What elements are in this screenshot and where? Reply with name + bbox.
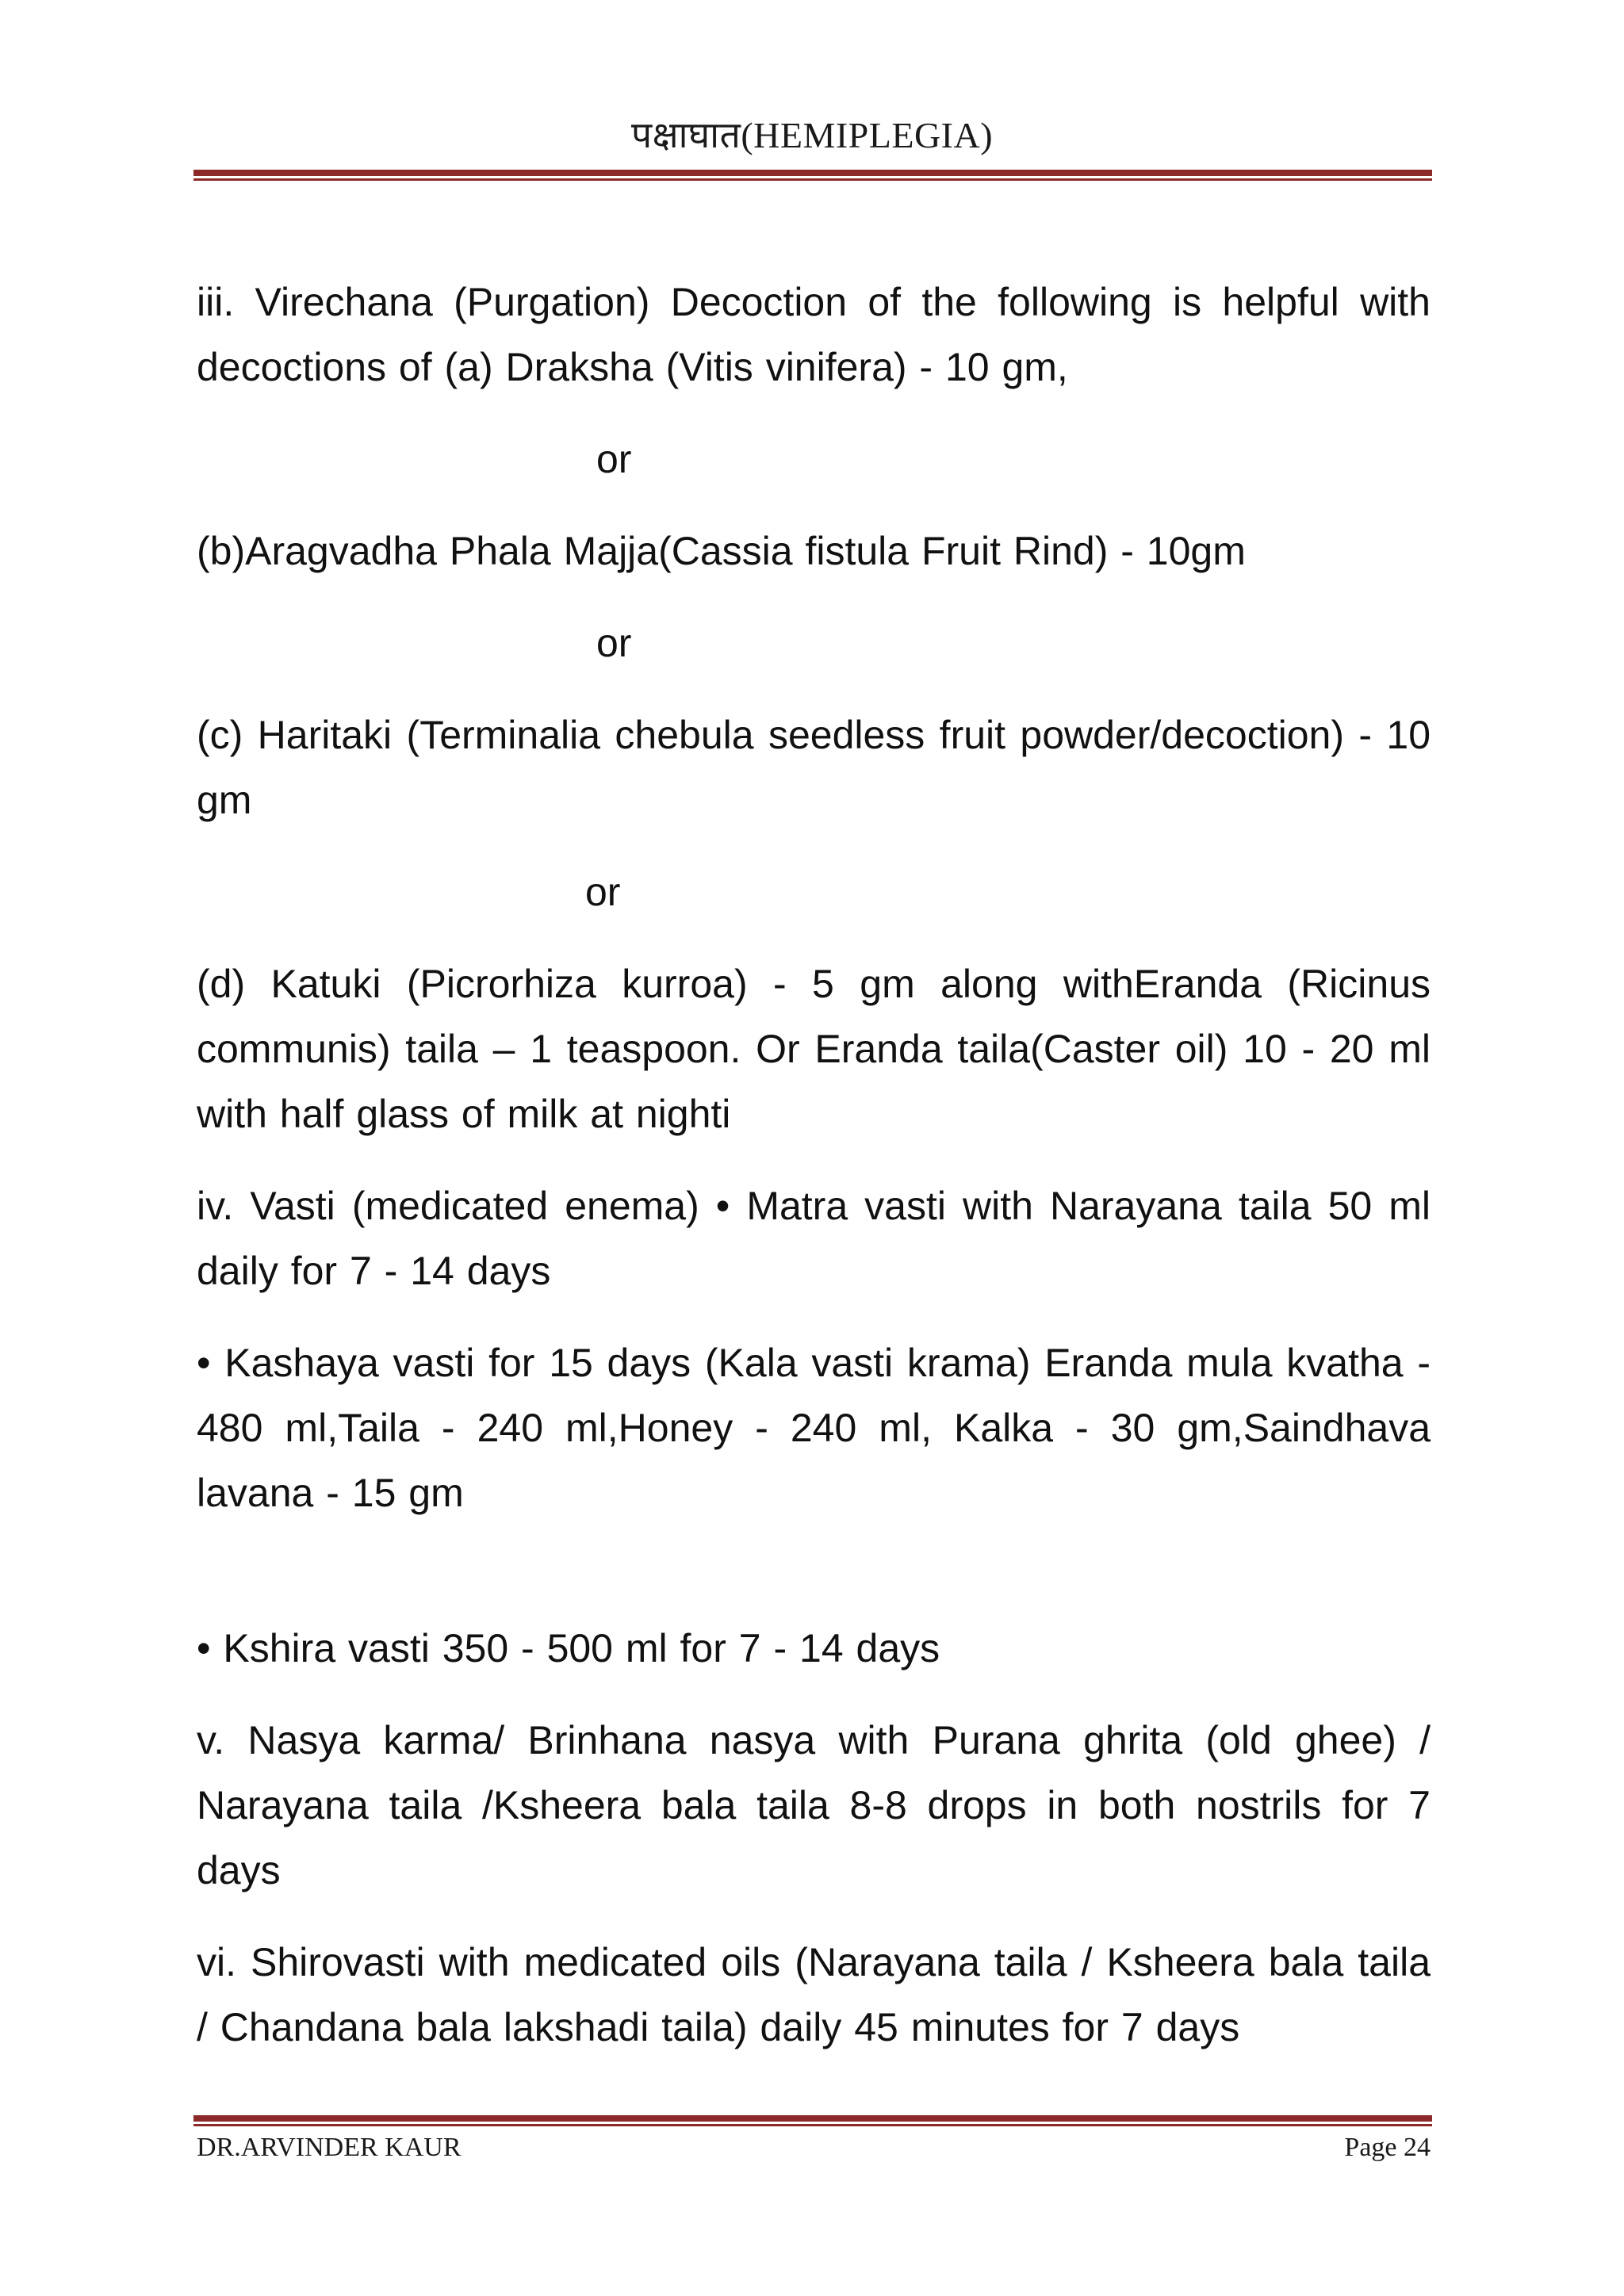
or-separator: or	[596, 437, 632, 481]
or-separator: or	[596, 621, 632, 665]
page-header-title: पक्षाघात(HEMIPLEGIA)	[630, 115, 994, 155]
paragraph-katuki: (d) Katuki (Picrorhiza kurroa) - 5 gm along withEranda (Ricinus communis) taila – 1 teaspoon. Or Eranda taila(Caster oil) 10 - 20 ml with half glass of milk at nighti	[197, 962, 1431, 1136]
footer-author: DR.ARVINDER KAUR	[197, 2133, 462, 2162]
paragraph-shirovasti: vi. Shirovasti with medicated oils (Narayana taila / Ksheera bala taila / Chandana bala lakshadi taila) daily 45 minutes for 7 days	[197, 1940, 1431, 2049]
paragraph-virechana: iii. Virechana (Purgation) Decoction of the following is helpful with decoctions of (a) Draksha (Vitis vinifera) - 10 gm,	[197, 280, 1431, 389]
document-body	[197, 270, 1431, 2087]
paragraph-kashaya-vasti: • Kashaya vasti for 15 days (Kala vasti krama) Eranda mula kvatha - 480 ml,Taila - 240 ml,Honey - 240 ml, Kalka - 30 gm,Saindhava lavana - 15 gm	[197, 1341, 1431, 1515]
paragraph-vasti: iv. Vasti (medicated enema) • Matra vasti with Narayana taila 50 ml daily for 7 - 14 days	[197, 1184, 1431, 1293]
or-separator: or	[585, 870, 621, 914]
footer-rule	[193, 2115, 1432, 2126]
paragraph-aragvadha: (b)Aragvadha Phala Majja(Cassia fistula Fruit Rind) - 10gm	[197, 529, 1246, 573]
header-rule	[193, 170, 1432, 181]
blank-line	[197, 1552, 1431, 1616]
paragraph-kshira-vasti: • Kshira vasti 350 - 500 ml for 7 - 14 days	[197, 1626, 940, 1670]
paragraph-nasya: v. Nasya karma/ Brinhana nasya with Purana ghrita (old ghee) / Narayana taila /Ksheera bala taila 8-8 drops in both nostrils for 7 days	[197, 1718, 1431, 1892]
paragraph-haritaki: (c) Haritaki (Terminalia chebula seedless fruit powder/decoction) - 10 gm	[197, 713, 1431, 822]
footer-page-number: Page 24	[1344, 2133, 1431, 2162]
